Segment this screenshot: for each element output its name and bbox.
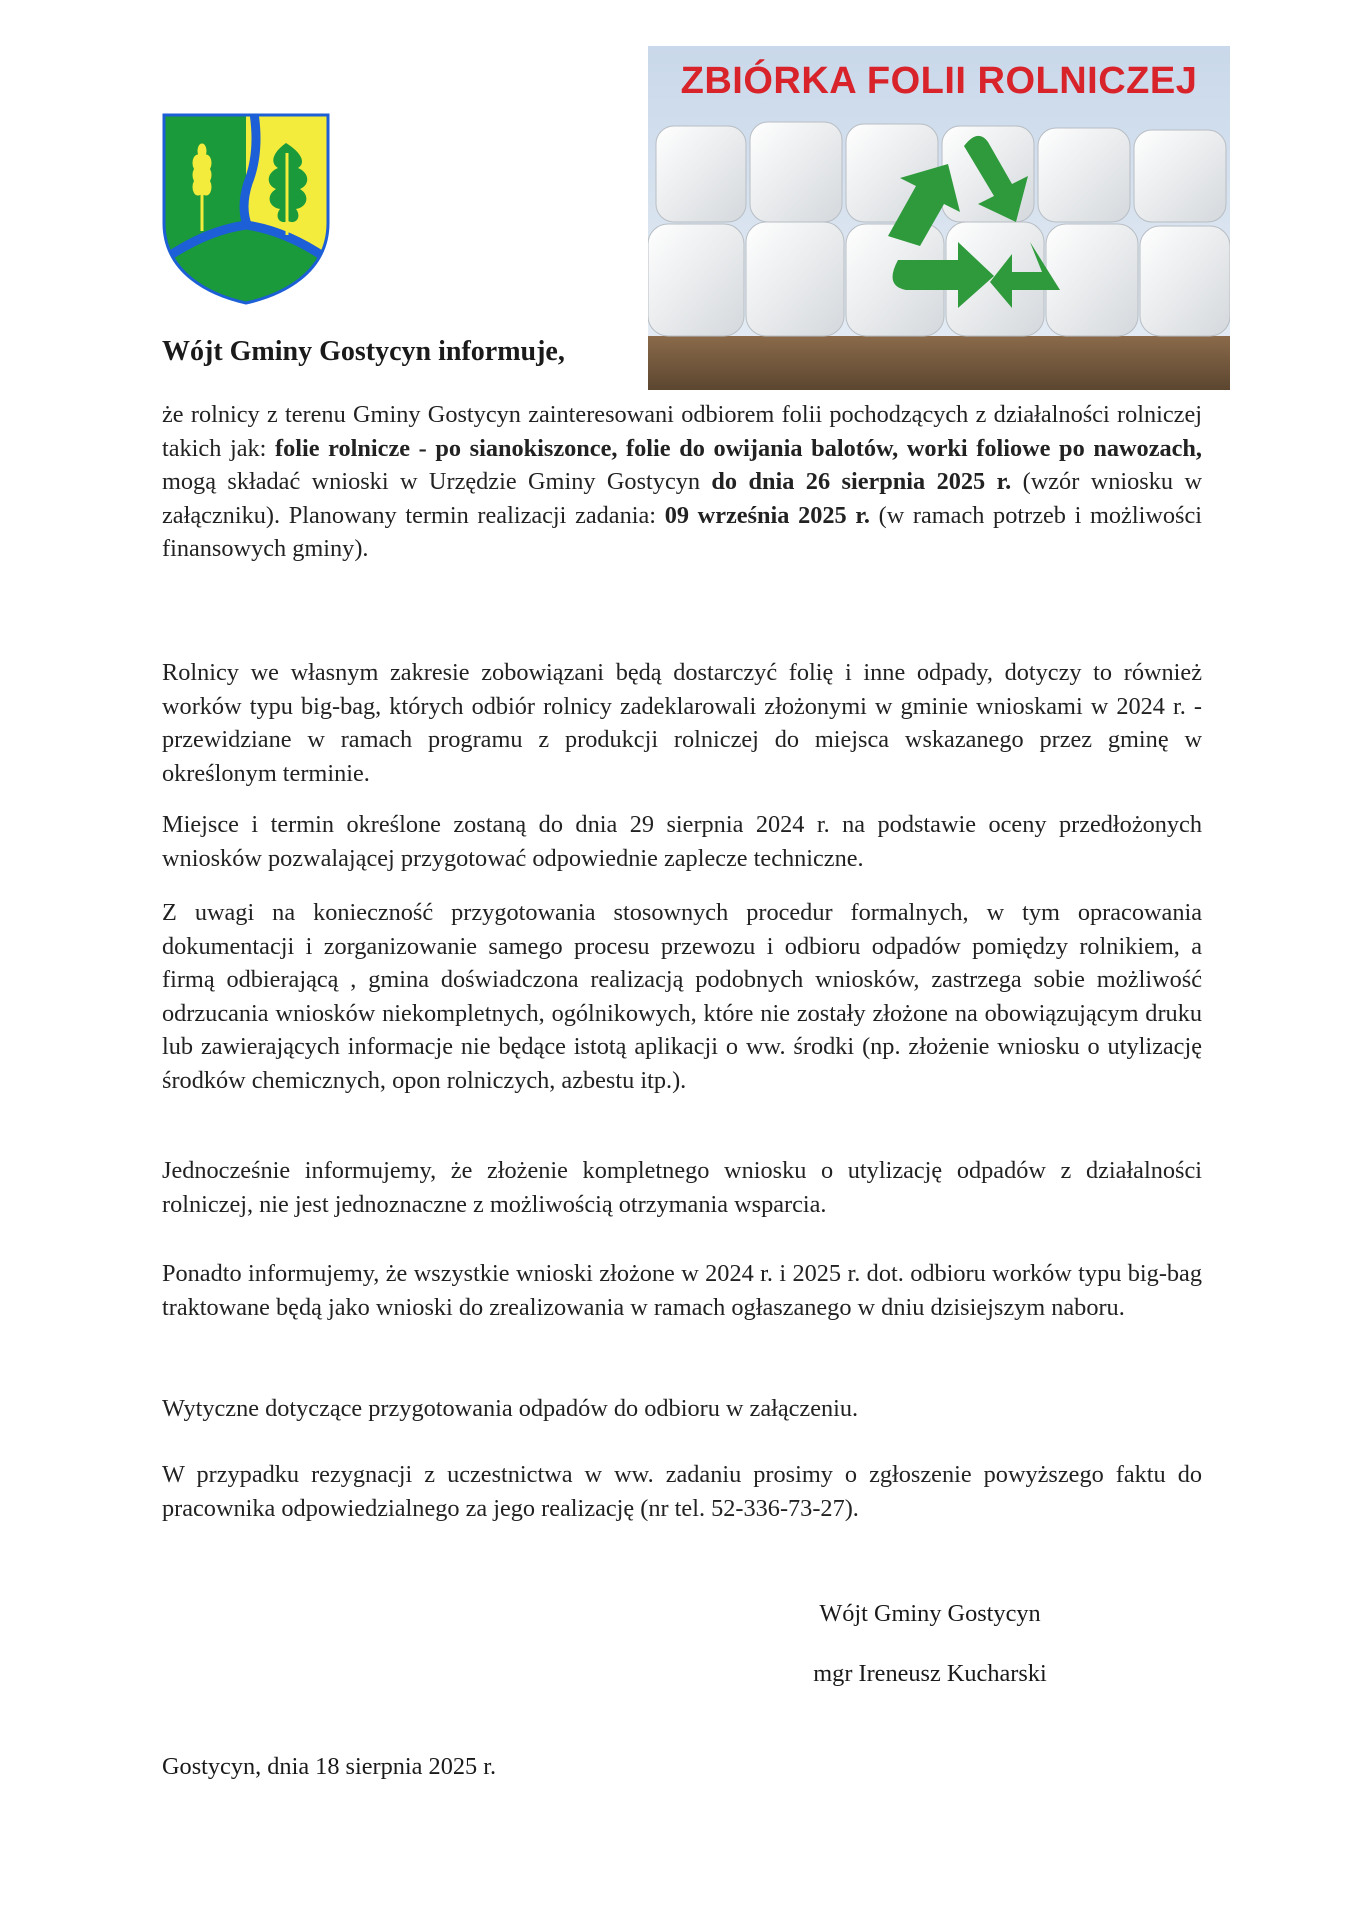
- paragraph-1-bold-date: 09 września 2025 r.: [664, 501, 870, 529]
- paragraph-1-text-c: (wzór wniosku w załączniku). Planowany termin realizacji zadania:: [162, 468, 1202, 529]
- coat-of-arms-logo: [162, 113, 330, 305]
- paragraph-8: W przypadku rezygnacji z uczestnictwa w ww. zadaniu prosimy o zgłoszenie powyższego faktu do pracownika odpowiedzialnego za jego realizację (nr tel. 52-336-73-27).: [162, 1461, 1202, 1522]
- paragraph-1-text-b: mogą składać wnioski w Urzędzie Gminy Gostycyn: [162, 468, 712, 495]
- dateline: Gostycyn, dnia 18 sierpnia 2025 r.: [162, 1753, 497, 1780]
- paragraph-1-text-d: (w ramach potrzeb i możliwości finansowych gminy).: [162, 501, 1203, 562]
- paragraph-7: Wytyczne dotyczące przygotowania odpadów do odbioru w załączeniu.: [162, 1395, 859, 1422]
- paragraph-2: Rolnicy we własnym zakresie zobowiązani będą dostarczyć folię i inne odpady, dotyczy to również worków typu big-bag, których odbiór rolnicy zadeklarowali złożonymi w gminie wnioskami w 2024 r. - przewidziane w ramach programu z produkcji rolniczej do miejsca wskazanego przez gminę w określonym terminie.: [162, 659, 1202, 787]
- paragraph-3: Miejsce i termin określone zostaną do dnia 29 sierpnia 2024 r. na podstawie oceny przedłożonych wniosków pozwalającej przygotować odpowiednie zaplecze techniczne.: [162, 811, 1202, 872]
- body-text: [162, 398, 1203, 1522]
- paragraph-1: [162, 398, 1202, 566]
- banner-image: [648, 46, 1230, 390]
- paragraph-5: Jednocześnie informujemy, że złożenie kompletnego wniosku o utylizację odpadów z działalności rolniczej, nie jest jednoznaczne z możliwością otrzymania wsparcia.: [162, 1157, 1202, 1218]
- paragraph-1-bold-items: folie rolnicze - po sianokiszonce, folie do owijania balotów, worki foliowe po nawozach,: [275, 434, 1202, 462]
- banner-title: ZBIÓRKA FOLII ROLNICZEJ: [680, 60, 1198, 102]
- signature-title: Wójt Gminy Gostycyn: [819, 1600, 1041, 1627]
- paragraph-1-text-a: że rolnicy z terenu Gminy Gostycyn zainteresowani odbiorem folii pochodzących z działalności rolniczej takich jak:: [162, 401, 1202, 462]
- signature-name: mgr Ireneusz Kucharski: [813, 1660, 1047, 1687]
- heading: Wójt Gminy Gostycyn informuje,: [162, 336, 565, 367]
- paragraph-4: Z uwagi na konieczność przygotowania stosownych procedur formalnych, w tym opracowania dokumentacji i zorganizowanie samego procesu przewozu i odbioru odpadów pomiędzy rolnikiem, a firmą odbierającą , gmina doświadczona realizacją podobnych wniosków, zastrzega sobie możliwość odrzucania wniosków niekompletnych, ogólnikowych, które nie zostały złożone na obowiązującym druku lub zawierających informacje nie będące istotą aplikacji o ww. środki (np. złożenie wniosku o utylizację środków chemicznych, opon rolniczych, azbestu itp.).: [162, 899, 1202, 1094]
- paragraph-6: Ponadto informujemy, że wszystkie wnioski złożone w 2024 r. i 2025 r. dot. odbioru worków typu big-bag traktowane będą jako wnioski do zrealizowania w ramach ogłaszanego w dniu dzisiejszym naboru.: [162, 1260, 1202, 1321]
- paragraph-1-bold-deadline: do dnia 26 sierpnia 2025 r.: [711, 468, 1012, 495]
